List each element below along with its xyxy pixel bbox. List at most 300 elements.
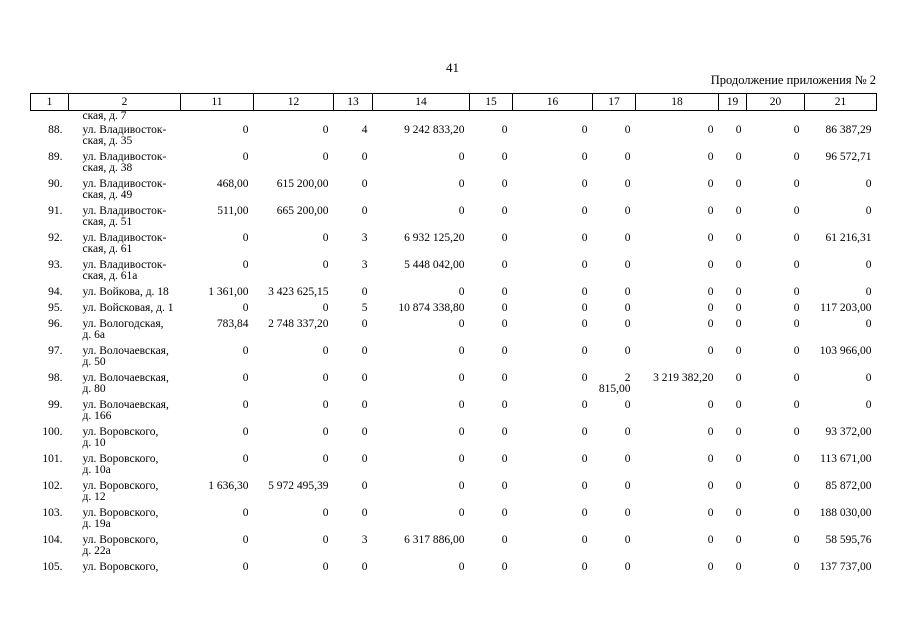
value-cell: 1 361,00	[208, 286, 249, 298]
value-cell: 0	[501, 286, 508, 298]
row-number: 100.	[42, 426, 63, 438]
value-cell: 0	[361, 426, 368, 438]
value-cell: 0	[793, 480, 800, 492]
value-cell: 0	[735, 286, 742, 298]
value-cell: 0	[865, 259, 872, 271]
address-line: д. 80	[82, 382, 106, 395]
appendix-caption: Продолжение приложения № 2	[710, 73, 876, 87]
value-cell: 0	[322, 372, 329, 384]
value-cell: 0	[735, 507, 742, 519]
value-cell: 0	[735, 151, 742, 163]
address-line: ул. Владивосток-	[82, 259, 167, 271]
value-cell: 0	[624, 232, 631, 244]
address-cell	[69, 179, 181, 206]
address-line: д. 6а	[82, 328, 105, 341]
value-cell: 0	[793, 178, 800, 190]
value-cell: 0	[865, 178, 872, 190]
value-cell: 0	[707, 561, 714, 573]
value-cell: 0	[707, 259, 714, 271]
value-cell: 0	[242, 151, 249, 163]
value-cell: 0	[322, 124, 329, 136]
value-cell: 0	[242, 507, 249, 519]
value-cell: 0	[361, 151, 368, 163]
header-cell: 15	[470, 94, 513, 111]
value-cell: 0	[735, 205, 742, 217]
value-cell: 0	[322, 345, 329, 357]
value-cell: 6 317 886,00	[404, 534, 465, 546]
value-cell: 0	[793, 151, 800, 163]
header-cell: 2	[69, 94, 181, 111]
address-cell	[69, 400, 181, 427]
value-cell: 0	[501, 205, 508, 217]
value-cell: 0	[322, 453, 329, 465]
address-line: ская, д. 49	[82, 188, 133, 201]
value-cell: 0	[581, 178, 588, 190]
value-cell: 0	[581, 151, 588, 163]
address-cell	[69, 535, 181, 562]
value-cell: 0	[707, 507, 714, 519]
value-cell: 0	[865, 286, 872, 298]
address-line: д. 22а	[82, 544, 111, 557]
value-cell: 0	[581, 399, 588, 411]
row-number: 101.	[42, 453, 63, 465]
address-line: ул. Владивосток-	[82, 151, 167, 163]
value-cell: 0	[581, 232, 588, 244]
value-cell: 468,00	[216, 178, 249, 190]
value-cell: 5 972 495,39	[268, 480, 329, 492]
value-cell: 0	[707, 124, 714, 136]
address-cell	[69, 562, 181, 578]
value-cell: 0	[501, 178, 508, 190]
table-row	[31, 152, 877, 179]
value-cell: 0	[735, 399, 742, 411]
value-cell: 0	[322, 561, 329, 573]
value-cell: 0	[793, 259, 800, 271]
address-cell	[69, 152, 181, 179]
header-cell: 20	[747, 94, 805, 111]
address-cell	[69, 346, 181, 373]
value-cell: 0	[624, 302, 631, 314]
value-cell: 0	[458, 151, 465, 163]
value-cell: 0	[501, 318, 508, 330]
table-row	[31, 233, 877, 260]
value-cell: 0	[707, 318, 714, 330]
value-cell: 0	[707, 399, 714, 411]
address-line: ул. Владивосток-	[82, 178, 167, 190]
value-cell: 0	[793, 399, 800, 411]
value-cell: 0	[322, 426, 329, 438]
value-cell: 0	[361, 480, 368, 492]
address-line: ская, д. 61	[82, 242, 133, 255]
value-cell: 0	[624, 399, 631, 411]
address-line: ул. Войсковая, д. 1	[82, 302, 174, 314]
value-cell: 0	[865, 205, 872, 217]
header-row	[31, 94, 877, 111]
value-cell: 0	[322, 302, 329, 314]
value-cell: 0	[501, 426, 508, 438]
value-cell: 0	[624, 259, 631, 271]
value-cell: 0	[624, 507, 631, 519]
table-row	[31, 427, 877, 454]
table-row	[31, 125, 877, 152]
value-cell: 0	[707, 534, 714, 546]
value-cell: 0	[322, 399, 329, 411]
value-cell: 0	[458, 480, 465, 492]
value-cell: 6 932 125,20	[404, 232, 465, 244]
value-cell: 0	[624, 345, 631, 357]
row-number: 104.	[42, 534, 63, 546]
table-row	[31, 287, 877, 303]
address-line: ул. Волочаевская,	[82, 345, 169, 357]
value-cell: 0	[501, 302, 508, 314]
address-cell	[69, 481, 181, 508]
value-cell: 0	[501, 151, 508, 163]
value-cell: 0	[501, 399, 508, 411]
value-cell: 0	[242, 399, 249, 411]
continuation-row	[31, 111, 877, 126]
value-cell: 0	[581, 318, 588, 330]
value-cell: 0	[793, 453, 800, 465]
value-cell: 0	[361, 178, 368, 190]
address-line: ская, д. 35	[82, 134, 133, 147]
value-cell: 0	[735, 345, 742, 357]
value-cell: 0	[322, 151, 329, 163]
value-cell: 0	[501, 534, 508, 546]
value-cell: 0	[581, 205, 588, 217]
value-cell: 0	[793, 426, 800, 438]
page-number: 41	[446, 60, 459, 75]
value-cell: 0	[361, 561, 368, 573]
header-cell: 11	[181, 94, 254, 111]
value-cell: 0	[624, 534, 631, 546]
value-cell: 0	[581, 453, 588, 465]
value-cell: 10 874 338,80	[398, 302, 465, 314]
value-cell: 0	[581, 302, 588, 314]
value-cell: 0	[361, 345, 368, 357]
table-row	[31, 562, 877, 578]
address-line: ул. Воровского,	[82, 453, 159, 465]
value-cell: 9 242 833,20	[404, 124, 465, 136]
value-cell: 0	[501, 124, 508, 136]
value-cell: 0	[793, 372, 800, 384]
value-cell: 0	[707, 151, 714, 163]
address-line: ул. Владивосток-	[82, 205, 167, 217]
table-row	[31, 260, 877, 287]
value-cell: 0	[581, 507, 588, 519]
value-cell: 4	[361, 124, 368, 136]
value-cell: 1 636,30	[208, 480, 249, 492]
address-line: д. 10а	[82, 463, 111, 476]
value-cell: 0	[865, 318, 872, 330]
value-cell: 0	[624, 318, 631, 330]
row-number: 98.	[48, 372, 63, 384]
value-cell: 0	[581, 259, 588, 271]
value-cell: 0	[735, 124, 742, 136]
value-cell: 0	[361, 205, 368, 217]
header-cell: 17	[593, 94, 636, 111]
value-cell: 3	[361, 534, 368, 546]
value-cell: 61 216,31	[825, 232, 872, 244]
value-cell: 0	[624, 480, 631, 492]
address-line: ул. Вологодская,	[82, 318, 164, 330]
value-cell: 0	[458, 507, 465, 519]
value-cell: 0	[735, 372, 742, 384]
row-number: 89.	[48, 151, 63, 163]
value-cell: 3	[361, 232, 368, 244]
value-cell: 0	[624, 151, 631, 163]
table-row	[31, 373, 877, 400]
value-cell: 0	[793, 507, 800, 519]
value-cell: 0	[242, 345, 249, 357]
value-cell: 0	[707, 232, 714, 244]
value-cell: 58 595,76	[825, 534, 872, 546]
value-cell: 0	[735, 453, 742, 465]
value-cell: 96 572,71	[825, 151, 872, 163]
value-cell: 0	[735, 318, 742, 330]
row-number: 94.	[48, 286, 63, 298]
row-number: 90.	[48, 178, 63, 190]
value-cell: 0	[793, 205, 800, 217]
value-cell: 0	[581, 124, 588, 136]
address-line: д. 12	[82, 490, 106, 503]
address-cell	[69, 454, 181, 481]
value-cell: 0	[242, 124, 249, 136]
value-cell: 0	[361, 399, 368, 411]
address-line: д. 10	[82, 436, 106, 449]
address-line: ул. Войкова, д. 18	[82, 286, 169, 298]
address-cell	[69, 303, 181, 319]
row-number: 99.	[48, 399, 63, 411]
value-cell: 0	[361, 318, 368, 330]
value-cell: 93 372,00	[825, 426, 872, 438]
value-cell: 0	[735, 534, 742, 546]
value-cell: 0	[458, 286, 465, 298]
table-row	[31, 508, 877, 535]
value-cell: 103 966,00	[819, 345, 872, 357]
value-cell: 0	[322, 259, 329, 271]
table-row	[31, 400, 877, 427]
address-line: д. 166	[82, 409, 112, 422]
header-cell: 1	[31, 94, 69, 111]
value-cell: 0	[707, 178, 714, 190]
value-cell: 0	[624, 426, 631, 438]
address-line: ул. Воровского,	[82, 426, 159, 438]
value-cell: 0	[361, 507, 368, 519]
value-cell: 0	[458, 399, 465, 411]
value-cell: 0	[624, 205, 631, 217]
value-cell: 113 671,00	[820, 453, 872, 465]
address-line: ул. Владивосток-	[82, 232, 167, 244]
value-cell: 0	[242, 232, 249, 244]
value-cell: 0	[242, 426, 249, 438]
value-cell: 0	[581, 534, 588, 546]
value-cell: 0	[581, 480, 588, 492]
value-cell: 0	[735, 480, 742, 492]
value-cell: 0	[624, 124, 631, 136]
address-line: ская, д. 38	[82, 161, 133, 174]
table-row	[31, 206, 877, 233]
value-cell: 0	[735, 178, 742, 190]
address-line: ул. Воровского,	[82, 480, 159, 492]
value-cell: 0	[322, 534, 329, 546]
value-cell: 0	[458, 345, 465, 357]
row-number: 88.	[48, 124, 63, 136]
value-cell: 0	[458, 178, 465, 190]
value-cell: 0	[624, 286, 631, 298]
value-cell: 0	[242, 372, 249, 384]
table-row	[31, 179, 877, 206]
value-cell: 0	[793, 345, 800, 357]
address-line: д. 50	[82, 355, 106, 368]
row-number: 97.	[48, 345, 63, 357]
value-cell: 0	[707, 286, 714, 298]
address-line: ул. Волочаевская,	[82, 372, 169, 384]
value-cell: 117 203,00	[820, 302, 872, 314]
value-cell: 0	[793, 124, 800, 136]
value-cell: 0	[501, 259, 508, 271]
row-number: 91.	[48, 205, 63, 217]
value-cell: 137 737,00	[819, 561, 872, 573]
address-line: д. 19а	[82, 517, 111, 530]
value-cell: 0	[707, 453, 714, 465]
value-cell: 0	[735, 561, 742, 573]
header-cell: 19	[719, 94, 747, 111]
value-cell: 0	[361, 372, 368, 384]
header-cell: 21	[805, 94, 877, 111]
value-cell: 0	[581, 426, 588, 438]
address-line: ская, д. 51	[82, 215, 133, 228]
value-cell: 0	[361, 286, 368, 298]
value-cell: 0	[707, 480, 714, 492]
address-cell	[69, 125, 181, 152]
value-cell: 3	[361, 259, 368, 271]
address-cell: ская, д. 7	[82, 110, 127, 122]
value-cell: 3 219 382,20	[653, 372, 714, 384]
value-cell: 0	[501, 345, 508, 357]
value-cell: 3 423 625,15	[268, 286, 329, 298]
value-cell: 0	[624, 178, 631, 190]
value-cell: 0	[581, 286, 588, 298]
value-cell: 0	[501, 561, 508, 573]
value-cell: 5 448 042,00	[404, 259, 465, 271]
value-cell: 0	[624, 561, 631, 573]
row-number: 93.	[48, 259, 63, 271]
value-cell: 0	[735, 232, 742, 244]
value-cell: 0	[458, 561, 465, 573]
value-cell: 0	[793, 232, 800, 244]
address-line: ская, д. 61а	[82, 269, 138, 282]
value-cell: 0	[793, 318, 800, 330]
address-cell	[69, 260, 181, 287]
header-cell: 12	[254, 94, 334, 111]
value-cell: 86 387,29	[825, 124, 872, 136]
row-number: 102.	[42, 480, 63, 492]
value-cell: 615 200,00	[276, 178, 329, 190]
value-cell: 0	[242, 534, 249, 546]
address-cell	[69, 206, 181, 233]
value-cell: 0	[242, 259, 249, 271]
value-cell: 188 030,00	[819, 507, 872, 519]
value-cell: 0	[501, 507, 508, 519]
data-table	[30, 93, 877, 578]
address-cell	[69, 287, 181, 303]
address-line: ул. Воровского,	[82, 534, 159, 546]
table-row	[31, 319, 877, 346]
address-line: ул. Волочаевская,	[82, 399, 169, 411]
address-cell	[69, 373, 181, 400]
value-cell: 0	[865, 399, 872, 411]
row-number: 92.	[48, 232, 63, 244]
header-cell: 16	[513, 94, 593, 111]
value-cell: 0	[793, 302, 800, 314]
address-cell	[69, 508, 181, 535]
value-cell: 0	[458, 453, 465, 465]
value-cell: 783,84	[216, 318, 249, 330]
value-cell: 0	[581, 372, 588, 384]
value-cell: 0	[501, 372, 508, 384]
value-cell: 2 815,00	[598, 372, 631, 395]
value-cell: 0	[322, 232, 329, 244]
table-row	[31, 535, 877, 562]
value-cell: 0	[735, 426, 742, 438]
value-cell: 0	[707, 426, 714, 438]
header-cell: 14	[373, 94, 470, 111]
value-cell: 5	[361, 302, 368, 314]
value-cell: 0	[735, 259, 742, 271]
value-cell: 0	[501, 453, 508, 465]
value-cell: 0	[735, 302, 742, 314]
value-cell: 0	[707, 345, 714, 357]
value-cell: 0	[865, 372, 872, 384]
address-line: ул. Владивосток-	[82, 124, 167, 136]
value-cell: 0	[793, 561, 800, 573]
value-cell: 0	[501, 232, 508, 244]
value-cell: 0	[458, 318, 465, 330]
table-row	[31, 346, 877, 373]
value-cell: 0	[458, 205, 465, 217]
header-cell: 18	[636, 94, 719, 111]
address-line: ул. Воровского,	[82, 507, 159, 519]
table-row	[31, 303, 877, 319]
value-cell: 85 872,00	[825, 480, 872, 492]
value-cell: 0	[242, 453, 249, 465]
value-cell: 0	[624, 453, 631, 465]
value-cell: 0	[707, 302, 714, 314]
value-cell: 0	[458, 426, 465, 438]
value-cell: 0	[793, 286, 800, 298]
address-cell	[69, 427, 181, 454]
address-cell	[69, 319, 181, 346]
value-cell: 0	[793, 534, 800, 546]
value-cell: 665 200,00	[276, 205, 329, 217]
value-cell: 0	[361, 453, 368, 465]
value-cell: 0	[458, 372, 465, 384]
value-cell: 0	[501, 480, 508, 492]
row-number: 105.	[42, 561, 63, 573]
address-cell	[69, 233, 181, 260]
value-cell: 0	[242, 561, 249, 573]
address-line: ул. Воровского,	[82, 561, 159, 573]
value-cell: 0	[581, 561, 588, 573]
value-cell: 511,00	[217, 205, 249, 217]
value-cell: 2 748 337,20	[268, 318, 329, 330]
row-number: 96.	[48, 318, 63, 330]
value-cell: 0	[322, 507, 329, 519]
table-row	[31, 454, 877, 481]
value-cell: 0	[242, 302, 249, 314]
row-number: 103.	[42, 507, 63, 519]
value-cell: 0	[707, 205, 714, 217]
